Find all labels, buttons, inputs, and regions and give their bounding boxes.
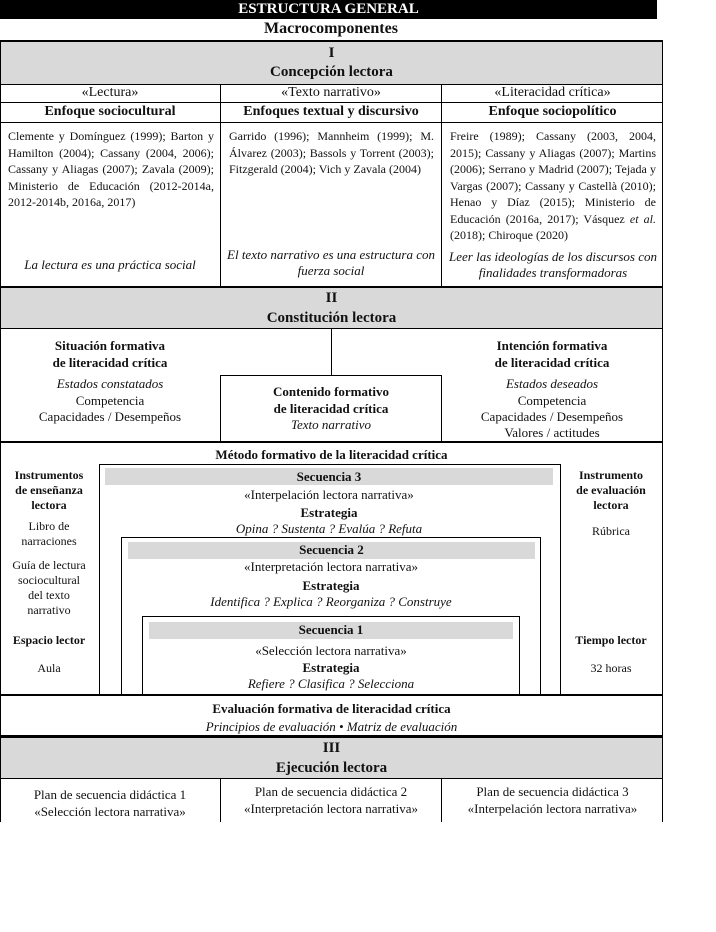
evaluation-sub: Principios de evaluación • Matriz de evaluación: [205, 719, 458, 734]
references-text: (2018); Chiroque (2020): [450, 228, 568, 242]
method-heading: Método formativo de la literacidad crítica: [215, 447, 448, 462]
page-subtitle: Macrocomponentes: [264, 20, 398, 37]
plan-line: Plan de secuencia didáctica 1: [33, 787, 187, 802]
intention-title-line: Intención formativa: [496, 338, 608, 353]
column-references: [450, 128, 656, 244]
section3-heading: Ejecución lectora: [275, 760, 388, 776]
divider: [0, 122, 663, 123]
connector-line: [331, 329, 332, 376]
divider: [0, 694, 663, 696]
plan-line: «Interpelación lectora narrativa»: [467, 801, 638, 816]
rubric-value: Rúbrica: [592, 524, 630, 538]
intention-state: Estados deseados: [505, 376, 599, 391]
section1-numeral: I: [328, 45, 335, 61]
plan-3: [442, 783, 663, 817]
content-title-line: Contenido formativo: [273, 384, 389, 399]
reading-time-value: 32 horas: [590, 661, 632, 675]
sequence-2-name: «Interpretación lectora narrativa»: [244, 559, 418, 574]
evaluation-heading: Evaluación formativa de literacidad crítica: [212, 701, 451, 716]
plan-2: [221, 783, 441, 817]
plan-line: «Selección lectora narrativa»: [34, 804, 186, 819]
section3-numeral: III: [322, 740, 341, 756]
intention-title: [442, 337, 662, 371]
label-line: de enseñanza: [15, 483, 83, 497]
column-quote-lectura: «Lectura»: [81, 85, 139, 100]
label-line: del texto: [28, 588, 70, 602]
situation-item: Competencia: [75, 393, 145, 408]
label-line: Instrumento: [578, 468, 643, 482]
reading-space-value: Aula: [37, 661, 61, 675]
sequence-2-title: Secuencia 2: [299, 542, 364, 557]
sequence-1-title: Secuencia 1: [298, 622, 364, 637]
situation-title: [0, 337, 220, 371]
intention-title-line: de literacidad crítica: [494, 355, 610, 370]
label-line: lectora: [31, 498, 67, 512]
divider: [0, 778, 663, 779]
book-label: [0, 519, 98, 549]
sequence-2-strategies: Identifica ? Explica ? Reorganiza ? Construye: [210, 594, 452, 609]
intention-item: Valores / actitudes: [504, 425, 600, 440]
sequence-3-strategy-label: Estrategia: [300, 505, 358, 520]
references-text: Freire (1989); Cassany (2003, 2004, 2015); Cassany y Aliagas (2007); Martins (2006); Serrano y Madrid (2007); Tejada y Vargas (2007); Cassany y Castellà (2010); Henao y Díaz (2015); Ministerio de Educación (2016a, 2017); Vásquez: [450, 129, 656, 226]
plan-line: Plan de secuencia didáctica 2: [254, 784, 408, 799]
situation-state: Estados constatados: [56, 376, 164, 391]
sequence-1-strategies: Refiere ? Clasifica ? Selecciona: [247, 676, 415, 691]
column-statement: Leer las ideologías de los discursos con finalidades transformadoras: [449, 249, 657, 280]
reading-guide-label: [0, 558, 98, 618]
label-line: Instrumentos: [14, 468, 84, 482]
column-statement: La lectura es una práctica social: [24, 257, 196, 272]
sequence-2-strategy-label: Estrategia: [302, 578, 360, 593]
content-item: Texto narrativo: [290, 417, 372, 432]
situation-item: Capacidades / Desempeños: [38, 409, 182, 424]
teaching-instruments-label: [0, 468, 98, 513]
sequence-3-name: «Interpelación lectora narrativa»: [244, 487, 414, 502]
content-title: [220, 383, 442, 417]
plan-line: «Interpretación lectora narrativa»: [244, 801, 418, 816]
intention-item: Capacidades / Desempeños: [480, 409, 624, 424]
page-title: ESTRUCTURA GENERAL: [238, 1, 419, 17]
sequence-1-strategy-label: Estrategia: [302, 660, 360, 675]
column-focus-sociopolitico: Enfoque sociopolítico: [488, 104, 617, 119]
sequence-3-title: Secuencia 3: [296, 469, 362, 484]
section1-heading: Concepción lectora: [270, 64, 393, 80]
column-statement: El texto narrativo es una estructura con fuerza social: [227, 247, 435, 278]
sequence-3-strategies: Opina ? Sustenta ? Evalúa ? Refuta: [235, 521, 423, 536]
divider: [0, 102, 663, 103]
label-line: de evaluación: [576, 483, 646, 497]
label-line: sociocultural: [18, 573, 80, 587]
column-quote-literacidad-critica: «Literacidad crítica»: [494, 85, 611, 100]
label-line: lectora: [593, 498, 629, 512]
divider: [0, 441, 663, 443]
label-line: Guía de lectura: [12, 558, 86, 572]
column-focus-textual: Enfoques textual y discursivo: [243, 104, 419, 119]
column-references: Garrido (1996); Mannheim (1999); M. Álvarez (2003); Bassols y Torrent (2003); Fitzgerald (2004); Vich y Zavala (2004): [229, 129, 434, 176]
sequence-1-name: «Selección lectora narrativa»: [255, 643, 407, 658]
plan-line: Plan de secuencia didáctica 3: [476, 784, 629, 799]
column-references: Clemente y Domínguez (1999); Barton y Hamilton (2004); Cassany (2004, 2006); Cassany y Aliagas (2007); Zavala (2009); Ministerio de Educación (2012-2014a, 2012-2014b, 2016a, 2017): [8, 129, 214, 209]
evaluation-instrument-label: [561, 468, 661, 513]
label-line: narraciones: [21, 534, 77, 548]
label-line: Libro de: [28, 519, 70, 533]
column-focus-sociocultural: Enfoque sociocultural: [44, 104, 176, 119]
situation-title-line: de literacidad crítica: [52, 355, 168, 370]
intention-item: Competencia: [517, 393, 587, 408]
situation-title-line: Situación formativa: [54, 338, 166, 353]
references-et-al: et al.: [629, 211, 656, 226]
plan-1: [0, 786, 220, 820]
section2-numeral: II: [325, 290, 338, 306]
column-quote-texto-narrativo: «Texto narrativo»: [281, 85, 381, 100]
section2-heading: Constitución lectora: [266, 310, 397, 326]
content-title-line: de literacidad crítica: [273, 401, 389, 416]
reading-time-label: Tiempo lector: [575, 633, 647, 647]
reading-space-label: Espacio lector: [12, 633, 86, 647]
label-line: narrativo: [27, 603, 71, 617]
